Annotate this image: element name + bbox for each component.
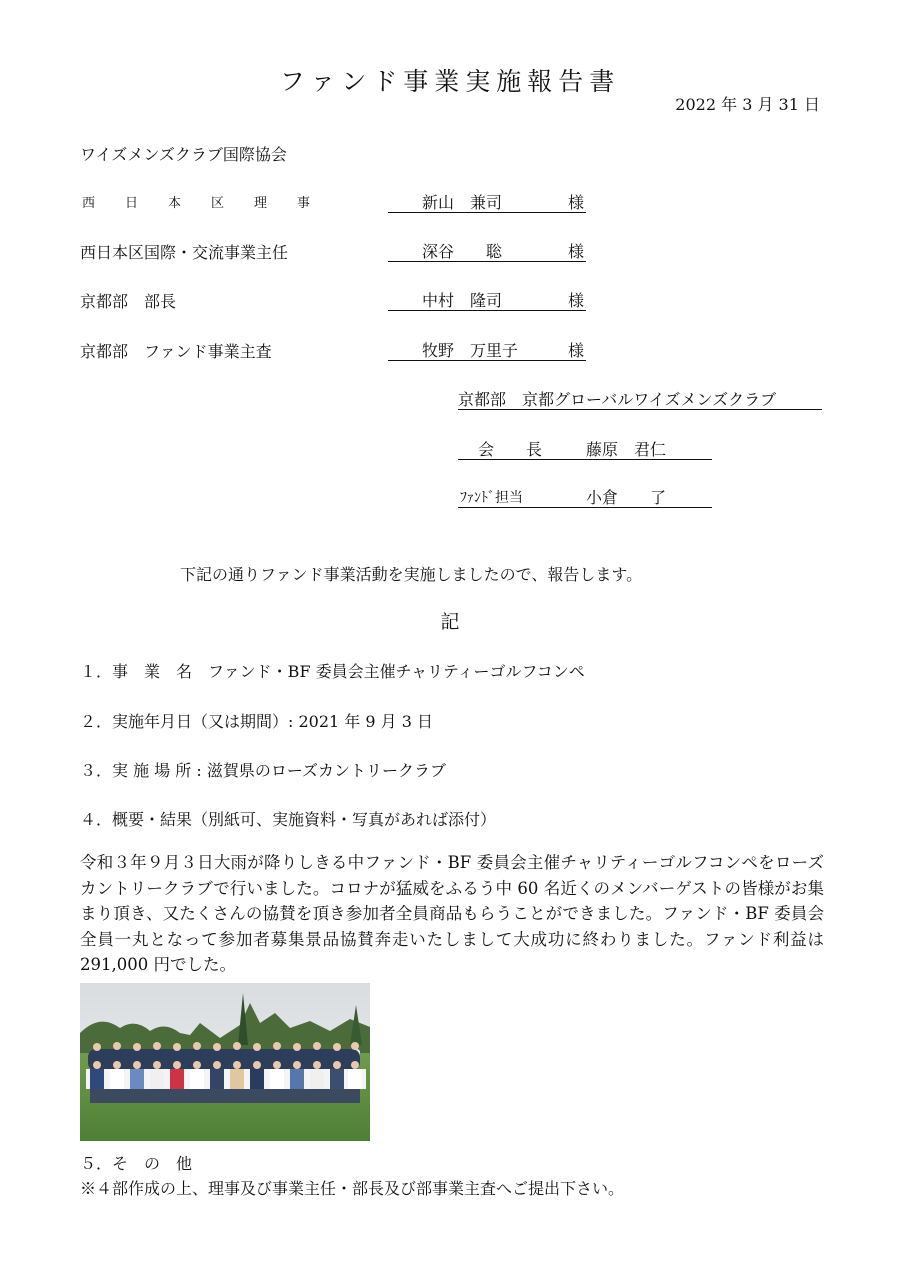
sender-club: 京都部 京都グローバルワイズメンズクラブ: [458, 387, 822, 410]
ki-heading: 記: [440, 611, 460, 633]
item-place: ３．実 施 場 所 : 滋賀県のローズカントリークラブ: [80, 761, 447, 780]
addressee-name-line-1: [388, 190, 586, 213]
intro-text: 下記の通りファンド事業活動を実施しましたので、報告します。: [180, 565, 643, 584]
item-other-heading: ５．そ の 他: [80, 1154, 193, 1173]
group-photo: [80, 983, 370, 1141]
addressee-name-line-4: [388, 338, 586, 361]
document-title: ファンド事業実施報告書: [279, 67, 621, 96]
sender-president-line: [458, 437, 712, 460]
honorific-3: 様: [567, 291, 584, 310]
sender-president-name: 藤原 君仁: [586, 440, 667, 459]
honorific-4: 様: [567, 341, 584, 360]
addressee-name-4: 牧野 万里子: [422, 341, 519, 360]
organization-name: ワイズメンズクラブ国際協会: [80, 145, 287, 164]
addressee-role-4: 京都部 ファンド事業主査: [80, 342, 272, 361]
item-event-name: １．事 業 名 ファンド・BF 委員会主催チャリティーゴルフコンペ: [80, 662, 585, 681]
addressee-name-1: 新山 兼司: [422, 193, 503, 212]
sender-fund-role: ﾌｧﾝﾄﾞ担当: [460, 490, 523, 506]
addressee-name-line-3: [388, 288, 586, 311]
item-date: ２．実施年月日（又は期間）: 2021 年 9 月 3 日: [80, 712, 433, 731]
honorific-1: 様: [567, 193, 584, 212]
addressee-role-2: 西日本区国際・交流事業主任: [80, 243, 289, 262]
honorific-2: 様: [567, 242, 584, 261]
summary-text: 令和３年９月３日大雨が降りしきる中ファンド・BF 委員会主催チャリティーゴルフコンペをローズカントリークラブで行いました。コロナが猛威をふるう中 60 名近くのメンバーゲストの皆様がお集まり頂き、又たくさんの協賛を頂き参加者全員商品もらうことができました。ファンド・BF 委員会全員一丸となって参加者募集景品協賛奔走いたしまして大成功に終わりました。ファンド利益は 291,000 円でした。: [80, 853, 824, 974]
sender-fund-line: [458, 485, 712, 508]
addressee-role-3: 京都部 部長: [80, 292, 177, 311]
report-date: 2022 年 3 月 31 日: [675, 95, 820, 114]
submission-note: ※４部作成の上、理事及び事業主任・部長及び部事業主査へご提出下さい。: [80, 1179, 625, 1198]
addressee-name-2: 深谷 聡: [422, 242, 503, 261]
addressee-name-3: 中村 隆司: [422, 291, 503, 310]
addressee-role-1: 西日本区理事: [82, 196, 341, 211]
sender-fund-name: 小倉 了: [586, 488, 667, 507]
group-photo-golf-course-icon: [80, 983, 370, 1141]
addressee-name-line-2: [388, 239, 586, 262]
item-summary-heading: ４．概要・結果（別紙可、実施資料・写真があれば添付）: [80, 810, 497, 829]
sender-president-role: 会 長: [478, 440, 543, 459]
